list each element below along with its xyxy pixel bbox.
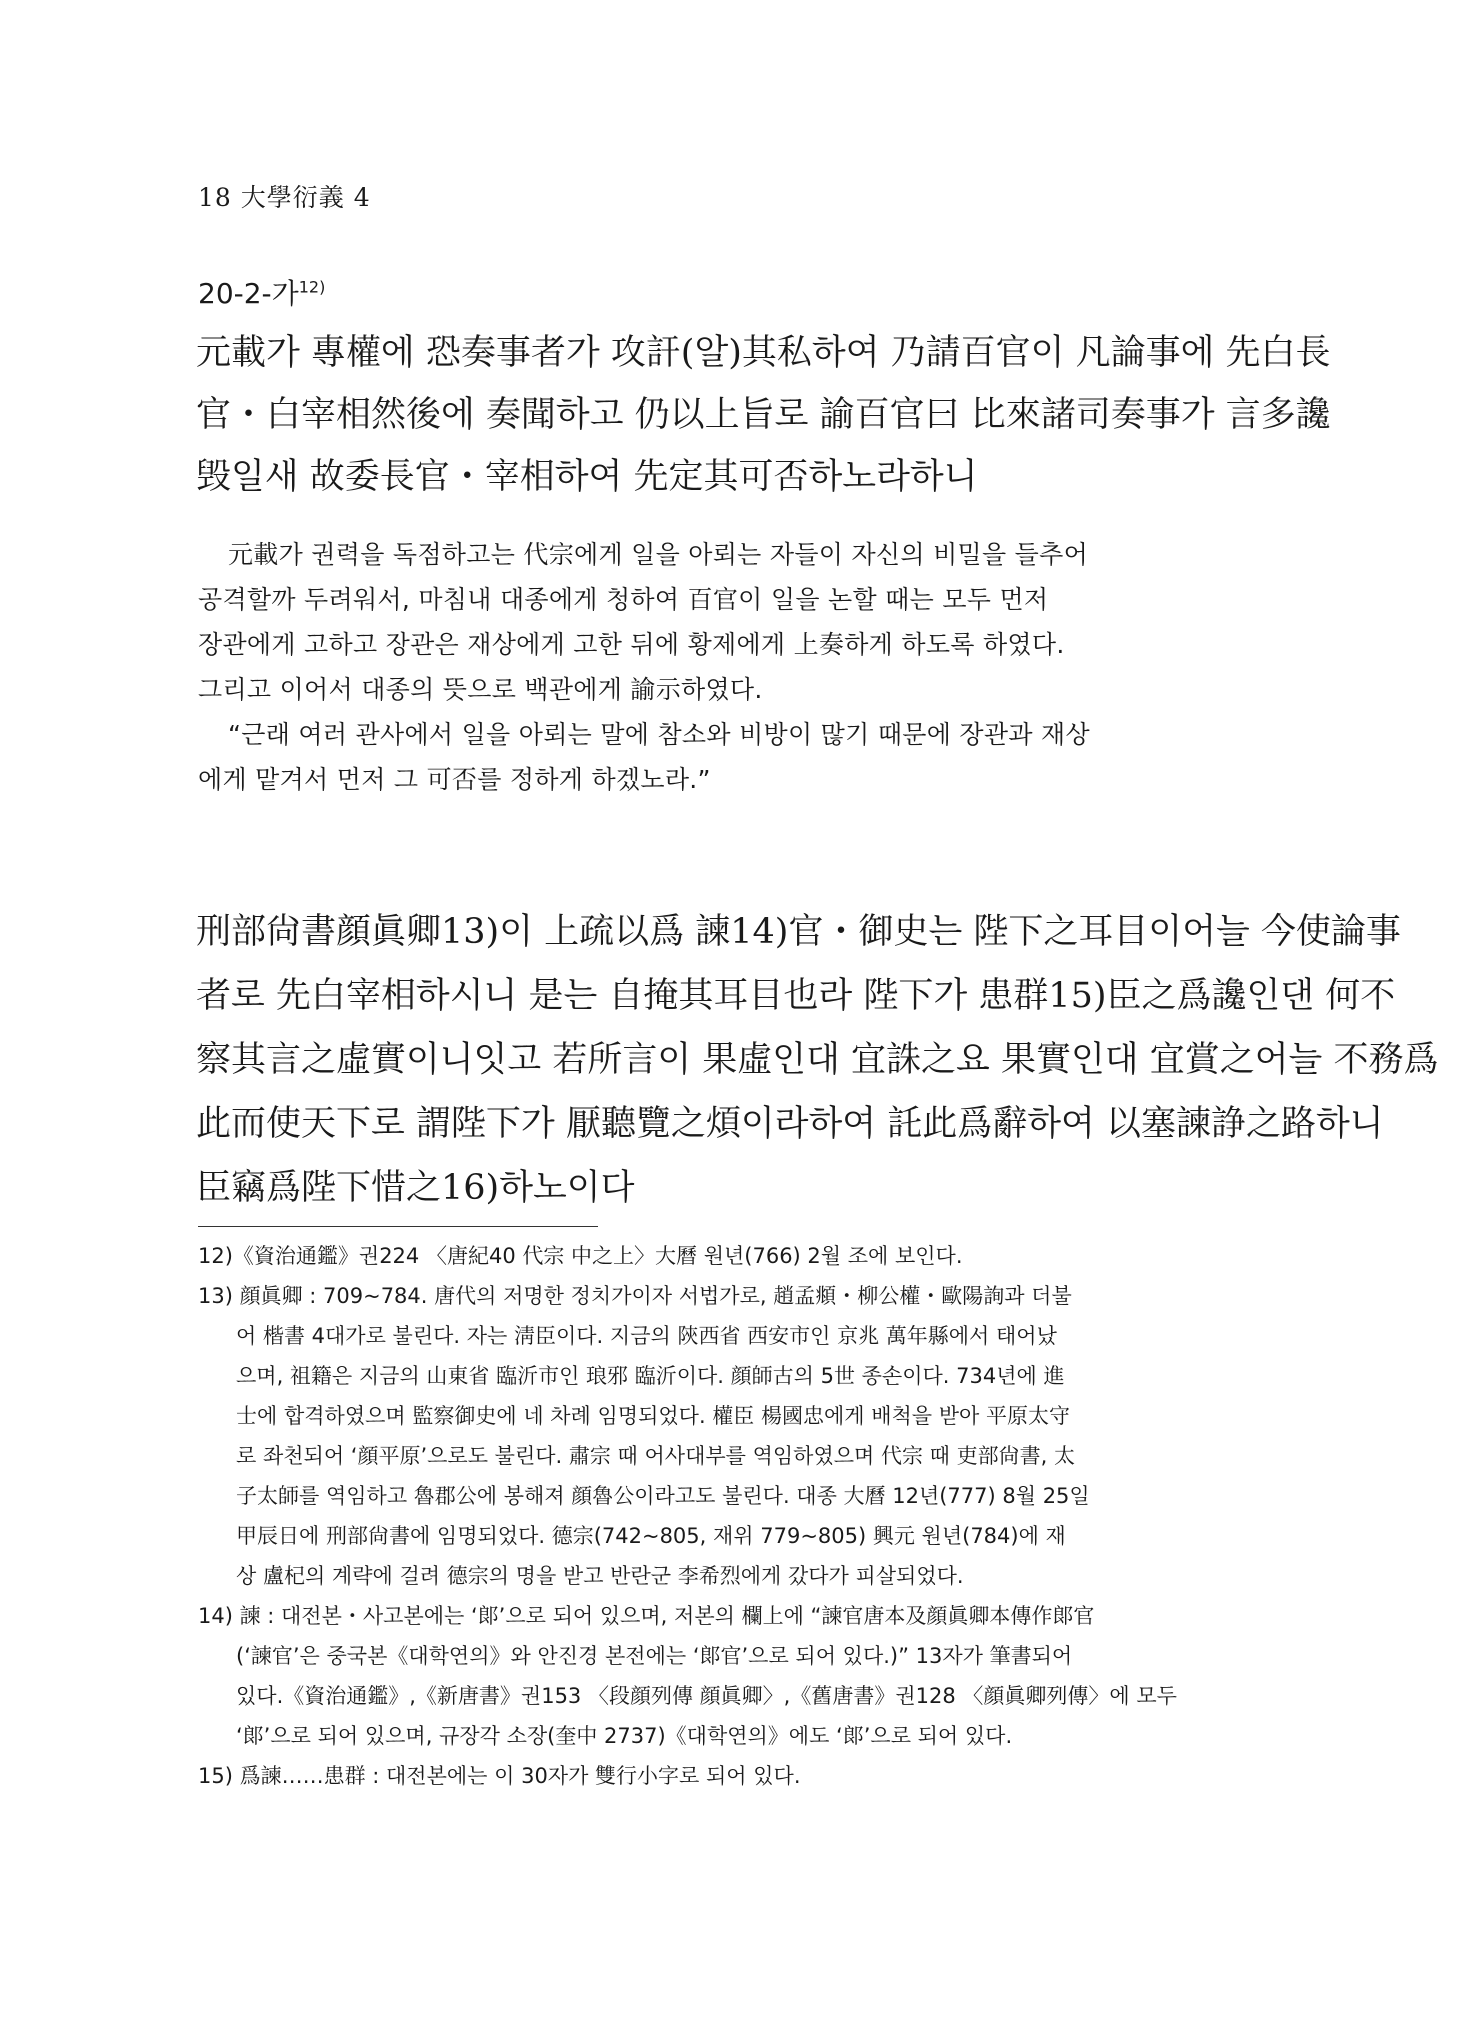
footnote-line: 12)《資治通鑑》권224 〈唐紀40 代宗 中之上〉大曆 원년(766) 2월 조에 보인다.	[198, 1244, 963, 1268]
passage-line: 者로 先白宰相하시니 是는 自掩其耳目也라 陛下가 患群15)臣之爲讒인댄 何不	[196, 976, 1396, 1016]
footnote-line: 있다.《資治通鑑》,《新唐書》권153 〈段顔列傳 顔眞卿〉,《舊唐書》권128 〈顔眞卿列傳〉에 모두	[236, 1684, 1177, 1708]
footnote-line: (‘諫官’은 중국본《대학연의》와 안진경 본전에는 ‘郞官’으로 되어 있다.)” 13자가 筆書되어	[236, 1644, 1073, 1668]
footnote-line: 15) 爲諫……患群 : 대전본에는 이 30자가 雙行小字로 되어 있다.	[198, 1764, 801, 1788]
footnote-line: ‘郞’으로 되어 있으며, 규장각 소장(奎中 2737)《대학연의》에도 ‘郞’으로 되어 있다.	[236, 1724, 1013, 1748]
footnote-line: 상 盧杞의 계략에 걸려 德宗의 명을 받고 반란군 李希烈에게 갔다가 피살되었다.	[236, 1564, 964, 1588]
section-number: 20-2-가	[198, 277, 299, 310]
footnotes	[198, 1236, 1298, 1796]
translation-line: 공격할까 두려워서, 마침내 대종에게 청하여 百官이 일을 논할 때는 모두 먼저	[198, 585, 1049, 614]
footnote-ref-12: 12)	[298, 277, 326, 297]
translation-line: 그리고 이어서 대종의 뜻으로 백관에게 諭示하였다.	[198, 675, 763, 704]
footnote-line: 13) 顔眞卿 : 709~784. 唐代의 저명한 정치가이자 서법가로, 趙孟頫・柳公權・歐陽詢과 더불	[198, 1284, 1072, 1308]
translation-line: 에게 맡겨서 먼저 그 可否를 정하게 하겠노라.”	[198, 765, 711, 794]
translation-line: 元載가 권력을 독점하고는 代宗에게 일을 아뢰는 자들이 자신의 비밀을 들추어	[228, 540, 1089, 569]
footnote-divider	[198, 1226, 598, 1227]
passage-line: 臣竊爲陛下惜之16)하노이다	[196, 1168, 635, 1208]
passage-line: 刑部尙書顔眞卿13)이 上疏以爲 諫14)官・御史는 陛下之耳目이어늘 今使論事	[196, 912, 1401, 952]
classical-passage-1	[196, 322, 1331, 508]
passage-line: 元載가 專權에 恐奏事者가 攻訐(알)其私하여 乃請百官이 凡論事에 先白長	[196, 333, 1331, 373]
section-label	[198, 272, 325, 312]
passage-line: 官・白宰相然後에 奏聞하고 仍以上旨로 諭百官曰 比來諸司奏事가 言多讒	[196, 395, 1331, 435]
footnote-line: 으며, 祖籍은 지금의 山東省 臨沂市인 琅邪 臨沂이다. 顔師古의 5世 종손이다. 734년에 進	[236, 1364, 1065, 1388]
running-header: 18 大學衍義 4	[198, 183, 371, 212]
passage-line: 此而使天下로 謂陛下가 厭聽覽之煩이라하여 託此爲辭하여 以塞諫諍之路하니	[196, 1104, 1384, 1144]
translation-1	[198, 532, 1298, 802]
translation-line: 장관에게 고하고 장관은 재상에게 고한 뒤에 황제에게 上奏하게 하도록 하였다.	[198, 630, 1065, 659]
passage-line: 察其言之虛實이니잇고 若所言이 果虛인대 宜誅之요 果實인대 宜賞之어늘 不務爲	[196, 1040, 1439, 1080]
passage-line: 毁일새 故委長官・宰相하여 先定其可否하노라하니	[196, 457, 978, 497]
footnote-line: 子太師를 역임하고 魯郡公에 봉해져 顔魯公이라고도 불린다. 대종 大曆 12년(777) 8월 25일	[236, 1484, 1090, 1508]
translation-line: “근래 여러 관사에서 일을 아뢰는 말에 참소와 비방이 많기 때문에 장관과 재상	[228, 720, 1090, 749]
footnote-line: 로 좌천되어 ‘顔平原’으로도 불린다. 肅宗 때 어사대부를 역임하였으며 代宗 때 吏部尙書, 太	[236, 1444, 1075, 1468]
footnote-line: 14) 諫 : 대전본・사고본에는 ‘郞’으로 되어 있으며, 저본의 欄上에 “諫官唐本及顔眞卿本傳作郞官	[198, 1604, 1095, 1628]
classical-passage-2	[196, 900, 1439, 1220]
footnote-line: 士에 합격하였으며 監察御史에 네 차례 임명되었다. 權臣 楊國忠에게 배척을 받아 平原太守	[236, 1404, 1071, 1428]
footnote-line: 甲辰日에 刑部尙書에 임명되었다. 德宗(742~805, 재위 779~805) 興元 원년(784)에 재	[236, 1524, 1066, 1548]
footnote-line: 어 楷書 4대가로 불린다. 자는 淸臣이다. 지금의 陝西省 西安市인 京兆 萬年縣에서 태어났	[236, 1324, 1057, 1348]
